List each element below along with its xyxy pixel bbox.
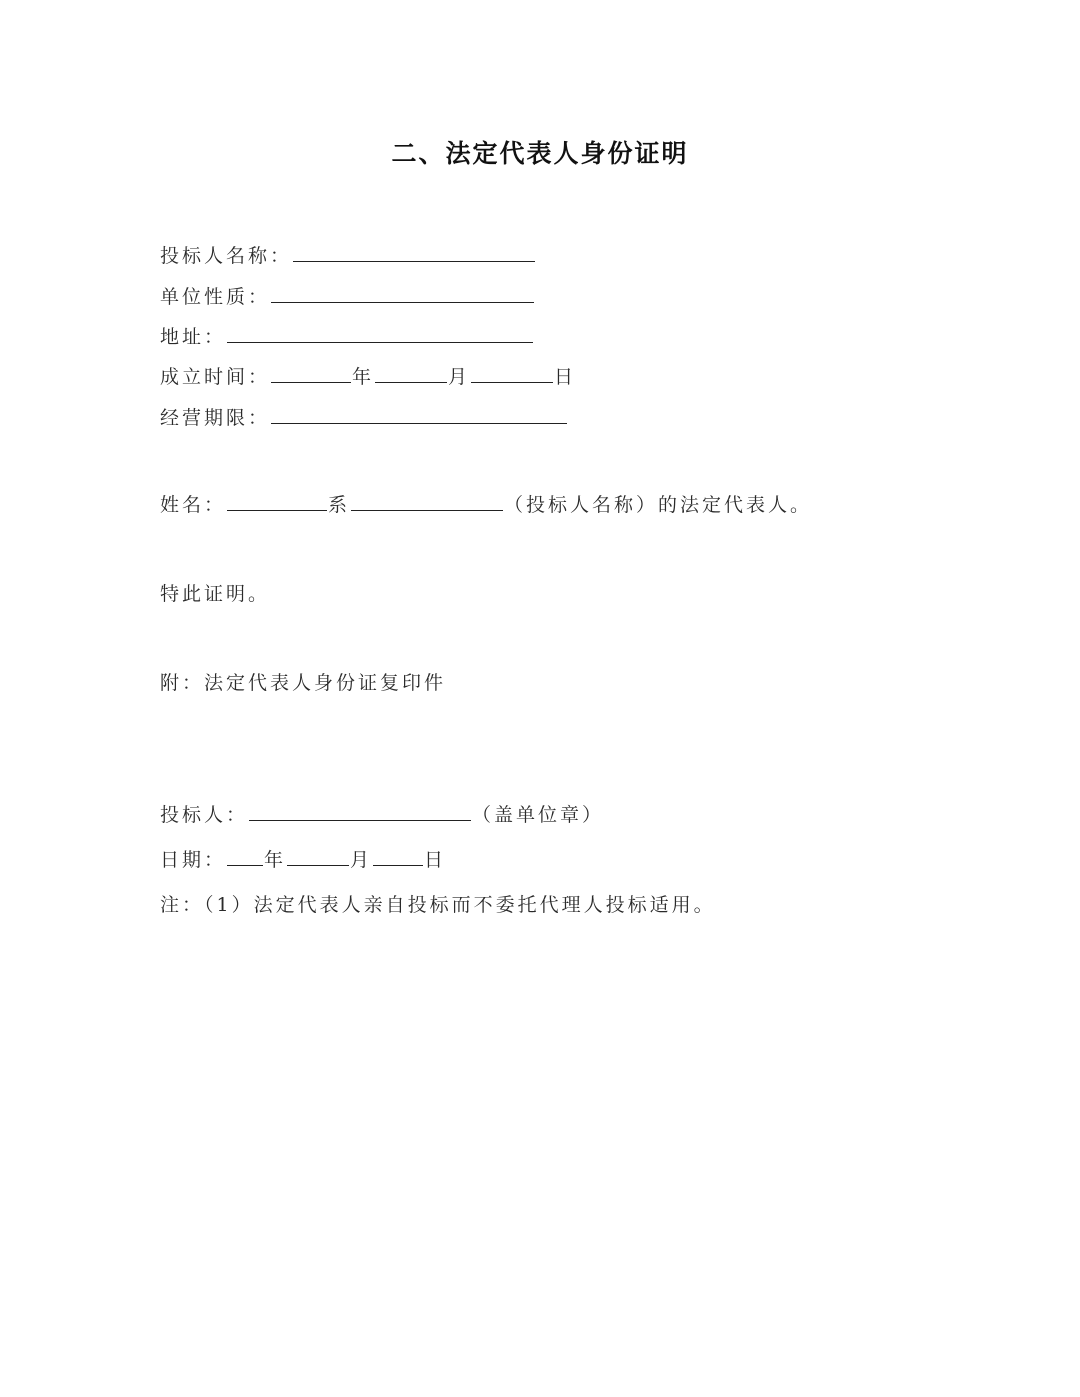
bidder-signature-row (160, 801, 604, 829)
address-label: 地址： (160, 326, 227, 348)
date-month-label: 月 (350, 849, 373, 871)
unit-nature-row (160, 283, 535, 311)
date-year-blank[interactable] (227, 847, 263, 866)
established-year-blank[interactable] (271, 364, 351, 383)
note-text: 注：（1）法定代表人亲自投标而不委托代理人投标适用。 (160, 894, 716, 916)
company-blank[interactable] (351, 492, 503, 511)
established-label: 成立时间： (160, 366, 271, 388)
unit-nature-blank[interactable] (271, 284, 534, 303)
year-label: 年 (352, 366, 375, 388)
seal-note: （盖单位章） (472, 804, 605, 826)
term-label: 经营期限： (160, 407, 271, 429)
bidder-name-blank[interactable] (293, 243, 535, 262)
date-label: 日期： (160, 849, 227, 871)
day-label: 日 (554, 366, 577, 388)
unit-nature-label: 单位性质： (160, 286, 271, 308)
established-month-blank[interactable] (375, 364, 447, 383)
name-label: 姓名： (160, 494, 227, 516)
term-row (160, 404, 568, 432)
date-day-blank[interactable] (373, 847, 423, 866)
attachment-text: 附：法定代表人身份证复印件 (160, 672, 447, 694)
established-day-blank[interactable] (471, 364, 553, 383)
bidder-name-row (160, 242, 536, 270)
address-row (160, 323, 534, 351)
month-label: 月 (448, 366, 471, 388)
date-month-blank[interactable] (287, 847, 349, 866)
certify-text: 特此证明。 (160, 583, 271, 605)
bidder-signature-blank[interactable] (249, 802, 471, 821)
bidder-label: 投标人： (160, 804, 249, 826)
statement-suffix: （投标人名称）的法定代表人。 (504, 494, 813, 516)
term-blank[interactable] (271, 405, 567, 424)
date-row (160, 846, 446, 874)
name-blank[interactable] (227, 492, 327, 511)
date-year-label: 年 (264, 849, 287, 871)
bidder-name-label: 投标人名称： (160, 245, 293, 267)
address-blank[interactable] (227, 324, 533, 343)
date-day-label: 日 (424, 849, 447, 871)
is-label: 系 (328, 494, 351, 516)
statement-row (160, 491, 812, 519)
established-row (160, 363, 576, 391)
page-title: 二、法定代表人身份证明 (391, 139, 689, 168)
